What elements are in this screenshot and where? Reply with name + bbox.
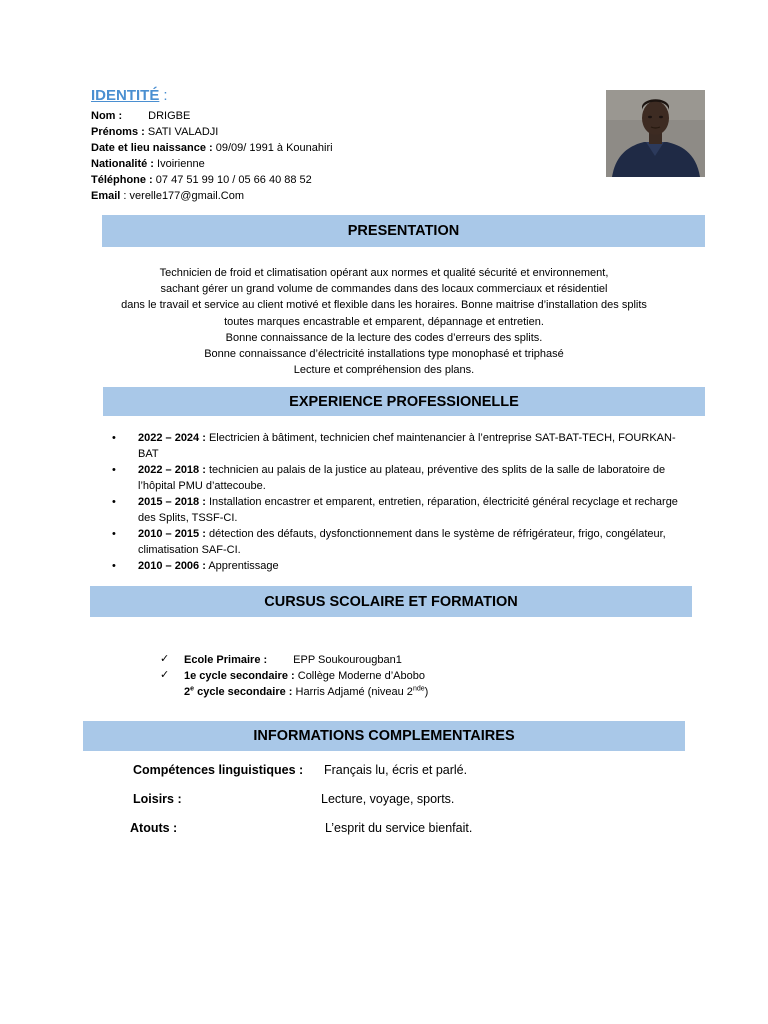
- langues-label: Compétences linguistiques :: [133, 763, 304, 777]
- presentation-text: [80, 265, 688, 378]
- experience-item: • 2015 – 2018 : Installation encastrer et emparent, entretien, réparation, électricité général recyclage et recharge des Splits, TSSF-CI.: [112, 494, 682, 526]
- experience-list: [112, 430, 682, 574]
- identity-email: Email : verelle177@gmail.Com: [91, 190, 245, 202]
- profile-photo-image: [606, 90, 705, 177]
- identity-telephone: Téléphone : 07 47 51 99 10 / 05 66 40 88 52: [91, 174, 312, 186]
- check-icon: ✓: [160, 669, 170, 681]
- langues-value: Français lu, écris et parlé.: [324, 763, 468, 777]
- cursus-header: CURSUS SCOLAIRE ET FORMATION: [90, 586, 692, 617]
- experience-item: • 2022 – 2018 : technicien au palais de la justice au plateau, préventive des splits de la salle de laboratoire de l’hôpital PMU d’attecoube.: [112, 462, 682, 494]
- presentation-line: Lecture et compréhension des plans.: [293, 364, 475, 377]
- check-icon: ✓: [160, 653, 170, 665]
- atouts-value: L’esprit du service bienfait.: [325, 821, 473, 835]
- cursus-item-cycle1: ✓ 1e cycle secondaire : Collège Moderne d’Abobo: [160, 669, 425, 682]
- identity-nationalite: Nationalité : Ivoirienne: [91, 158, 205, 170]
- loisirs-value: Lecture, voyage, sports.: [321, 792, 455, 806]
- presentation-line: dans le travail et service au client motivé et flexible dans les horaires. Bonne maitrise d’installation des splits: [121, 299, 647, 312]
- experience-item: • 2010 – 2015 : détection des défauts, dysfonctionnement dans le système de réfrigérateur, frigo, congélateur, climatisation SAF-CI.: [112, 526, 682, 558]
- presentation-line: sachant gérer un grand volume de commandes dans des locaux commerciaux et résidentiel: [160, 283, 608, 296]
- identity-prenoms: Prénoms : SATI VALADJI: [91, 126, 219, 138]
- cursus-list: [160, 652, 428, 700]
- experience-item: • 2010 – 2006 : Apprentissage: [112, 558, 682, 574]
- presentation-line: Technicien de froid et climatisation opérant aux normes et qualité sécurité et environnement,: [159, 267, 609, 279]
- profile-photo: [606, 90, 705, 177]
- identity-title: IDENTITÉ :: [91, 87, 168, 104]
- experience-header: EXPERIENCE PROFESSIONELLE: [103, 387, 705, 416]
- cursus-item-cycle2: 2e cycle secondaire : Harris Adjamé (niveau 2nde): [184, 685, 429, 698]
- identity-nom: Nom : DRIGBE: [91, 110, 191, 122]
- presentation-header: PRESENTATION: [102, 215, 705, 247]
- presentation-line: Bonne connaissance de la lecture des codes d’erreurs des splits.: [225, 331, 543, 344]
- presentation-line: Bonne connaissance d’électricité installations type monophasé et triphasé: [204, 348, 564, 361]
- identity-naissance: Date et lieu naissance : 09/09/ 1991 à Kounahiri: [91, 142, 333, 154]
- presentation-line: toutes marques encastrable et emparent, dépannage et entretien.: [224, 315, 544, 328]
- infos-header: INFORMATIONS COMPLEMENTAIRES: [83, 721, 685, 751]
- loisirs-label: Loisirs :: [133, 792, 182, 806]
- experience-item: • 2022 – 2024 : Electricien à bâtiment, technicien chef maintenancier à l’entreprise SAT-BAT-TECH, FOURKAN-BAT: [112, 430, 682, 462]
- atouts-label: Atouts :: [130, 821, 178, 835]
- cursus-item-primaire: ✓ Ecole Primaire : EPP Soukourougban1: [160, 653, 402, 666]
